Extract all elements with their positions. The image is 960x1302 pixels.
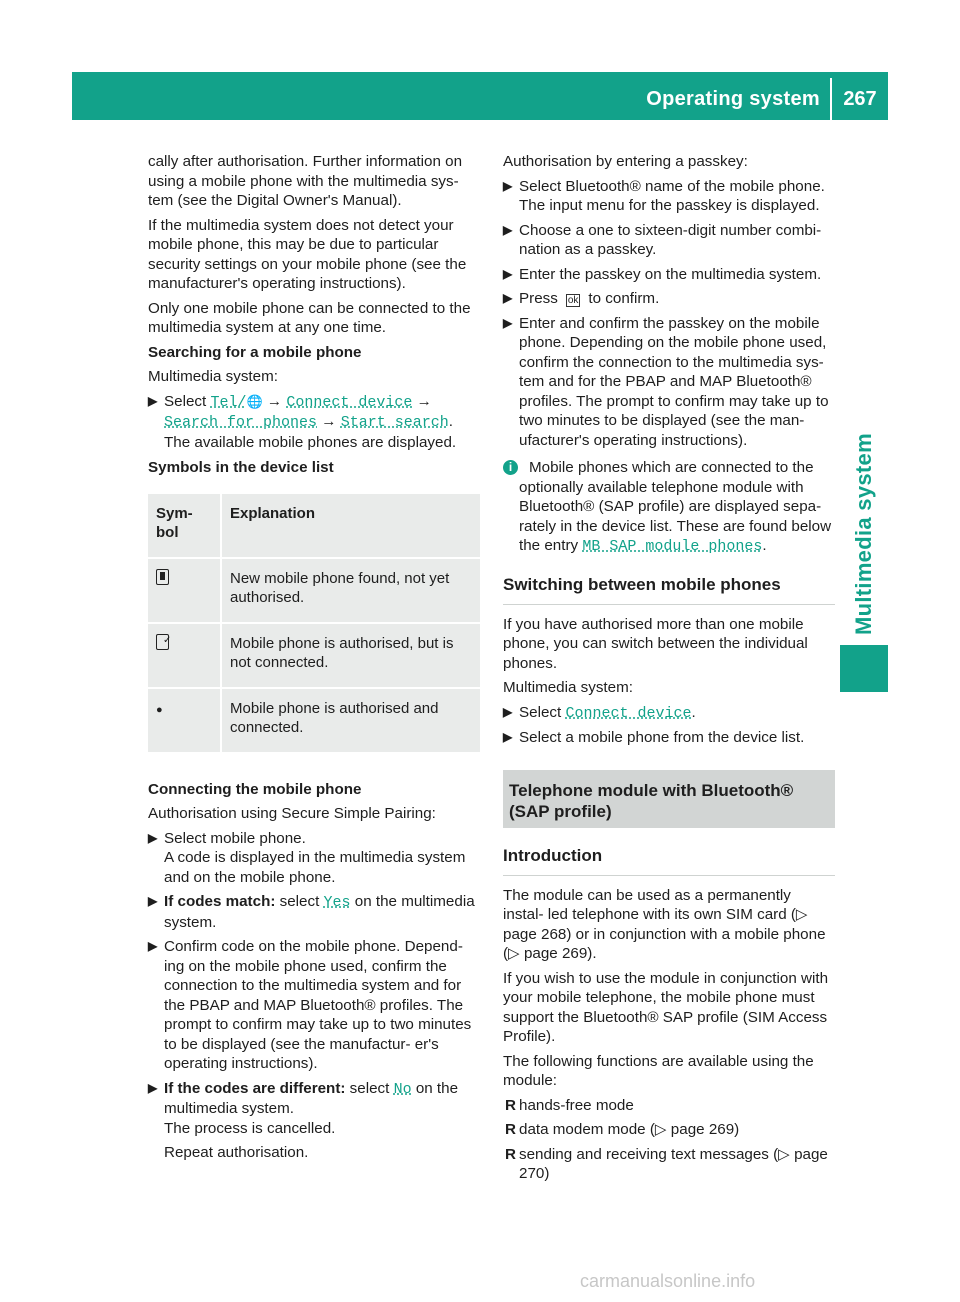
table-row: [148, 623, 480, 688]
subheading-connecting: Connecting the mobile phone: [148, 780, 362, 798]
phone-authorised-icon: [156, 634, 169, 650]
table-header-row: [148, 494, 480, 558]
step-passkey-1: ▶ Select Bluetooth® name of the mobile phone. The input menu for the passkey is displayed.: [503, 177, 825, 214]
paragraph: The module can be used as a permanently instal- led telephone with its own SIM card (▷ page 268) or in conjunction with a mobile phone (▷ page 269).: [503, 886, 826, 962]
multimedia-label: Multimedia system:: [503, 679, 633, 696]
list-item: R sending and receiving text messages (▷ page 270): [505, 1145, 828, 1182]
section-title: Operating system: [646, 88, 820, 110]
arrow-icon: ▶: [503, 315, 513, 330]
paragraph: If you have authorised more than one mobile phone, you can switch between the individual phones.: [503, 615, 808, 672]
arrow-icon: ▶: [503, 704, 513, 719]
bullet-icon: R: [505, 1096, 516, 1114]
module-heading-box: Telephone module with Bluetooth® (SAP profile): [503, 770, 835, 828]
paragraph: The following functions are available using the module:: [503, 1052, 814, 1089]
arrow-icon: ▶: [503, 266, 513, 281]
arrow-icon: ▶: [503, 291, 513, 305]
heading-switching: Switching between mobile phones: [503, 575, 835, 605]
paragraph: If you wish to use the module in conjunction with your mobile telephone, the mobile phone must support the Bluetooth® SAP profile (SIM Access Profile).: [503, 969, 829, 1045]
menu-start-search: Start search: [340, 414, 449, 431]
globe-icon: 🌐: [246, 393, 263, 409]
page-number: 267: [843, 88, 877, 110]
subheading-searching: Searching for a mobile phone: [148, 343, 362, 361]
arrow-icon: ▶: [148, 939, 158, 953]
bullet-icon: R: [505, 1121, 516, 1138]
paragraph: Authorisation using Secure Simple Pairing:: [148, 805, 436, 822]
arrow-right-icon: →: [321, 413, 337, 430]
step-codes-match: ▶ If codes match: select Yes on the multimedia system.: [148, 893, 475, 931]
list-item: R hands-free mode: [505, 1096, 634, 1114]
table-row: [148, 688, 480, 753]
step-passkey-5: ▶ Enter and confirm the passkey on the mobile phone. Depending on the mobile phone used, confirm the connection to the multimedia sys- tem and for the PBAP and MAP Bluetooth® profiles. The prompt to confirm may take up to two minutes to be displayed (see the man- ufacturer's operating instructions).: [503, 314, 829, 449]
bullet-icon: R: [505, 1145, 516, 1163]
paragraph: Only one mobile phone can be connected to the multimedia system at any one time.: [148, 299, 471, 336]
chapter-marker: [840, 645, 888, 692]
symbols-table: [148, 494, 480, 754]
table-cell: Mobile phone is authorised and connected.: [221, 688, 480, 753]
paragraph: Authorisation by entering a passkey:: [503, 153, 748, 170]
info-icon: i: [503, 460, 518, 475]
arrow-right-icon: →: [266, 392, 283, 410]
left-column: [148, 152, 480, 1168]
menu-yes: Yes: [323, 894, 351, 911]
step-confirm-code: ▶ Confirm code on the mobile phone. Depend- ing on the mobile phone used, confirm the connection to the multimedia system and for the PBAP and MAP Bluetooth® profiles. The prompt to confirm may take up to two minutes to be displayed (see the manufactur- er's operating instructions).: [148, 938, 472, 1072]
side-tab-label: [840, 125, 888, 635]
step-codes-different: ▶ If the codes are different: select No on the multimedia system. The process is cancelled. Repeat authorisation.: [148, 1079, 459, 1161]
step-passkey-2: ▶ Choose a one to sixteen-digit number combi- nation as a passkey.: [503, 221, 822, 258]
step-result: The available mobile phones are displayed.: [164, 433, 457, 451]
multimedia-label: Multimedia system:: [148, 368, 278, 385]
paragraph: cally after authorisation. Further information on using a mobile phone with the multimedia sys- tem (see the Digital Owner's Manual).: [148, 153, 463, 209]
menu-mb-sap: MB SAP module phones: [582, 538, 763, 555]
step-switch-2: ▶ Select a mobile phone from the device list.: [503, 729, 805, 746]
paragraph: If the multimedia system does not detect your mobile phone, this may be due to particular security settings on your mobile phone (see the manufacturer's operating instructions).: [148, 216, 467, 292]
header-separator: [830, 78, 832, 120]
list-item: R data modem mode (▷ page 269): [505, 1121, 740, 1138]
ok-key-icon: ok: [567, 295, 579, 306]
dot-icon: ●: [156, 703, 163, 716]
arrow-icon: ▶: [503, 178, 513, 193]
table-header-explanation: Explanation: [221, 494, 480, 558]
menu-connect-device: Connect device: [565, 704, 692, 722]
table-header-symbol: Sym- bol: [148, 494, 221, 558]
step-switch-1: ▶ Select Connect device.: [503, 703, 696, 722]
step-passkey-3: ▶ Enter the passkey on the multimedia system.: [503, 265, 822, 283]
table-row: [148, 558, 480, 623]
watermark: carmanualsonline.info: [580, 1271, 756, 1291]
arrow-icon: ▶: [503, 222, 513, 237]
right-column: [503, 152, 835, 1189]
table-cell: New mobile phone found, not yet authorised.: [221, 558, 480, 623]
menu-connect-device: Connect device: [286, 393, 413, 411]
step-passkey-4: ▶ Press ok to confirm.: [503, 290, 660, 307]
arrow-icon: ▶: [148, 393, 158, 408]
arrow-icon: ▶: [148, 894, 158, 908]
subheading-symbols: Symbols in the device list: [148, 459, 334, 476]
arrow-right-icon: →: [416, 392, 432, 410]
menu-search-phones: Search for phones: [164, 414, 318, 431]
chapter-label: Multimedia system: [851, 433, 876, 635]
phone-icon: [156, 569, 169, 585]
menu-no: No: [393, 1080, 412, 1098]
arrow-icon: ▶: [148, 1080, 158, 1095]
step-select-phone: ▶ Select mobile phone. A code is displayed in the multimedia system and on the mobile phone.: [148, 829, 466, 886]
arrow-icon: ▶: [503, 730, 513, 744]
arrow-icon: ▶: [148, 830, 158, 845]
table-cell: Mobile phone is authorised, but is not connected.: [221, 623, 480, 688]
page-header: [72, 72, 888, 120]
menu-tel: Tel/: [210, 393, 247, 411]
heading-introduction: Introduction: [503, 846, 835, 876]
info-note: i Mobile phones which are connected to the optionally available telephone module with Bluetooth® (SAP profile) are displayed sepa- rately in the device list. These are found below the entry MB SAP module phones.: [503, 458, 835, 557]
step-select-search: ▶ Select Tel/🌐 → Connect device → Search for phones → Start search. The available mobile phones are displayed.: [148, 392, 480, 453]
